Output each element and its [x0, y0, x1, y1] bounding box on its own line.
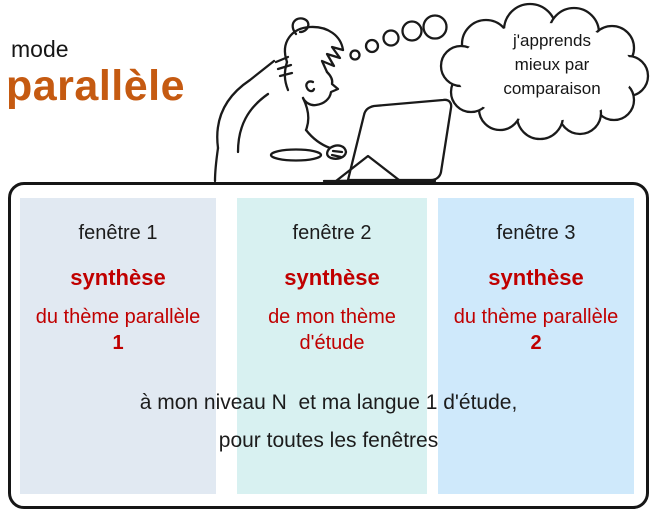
footer-line: pour toutes les fenêtres [218, 429, 439, 452]
thought-dots-icon [351, 16, 447, 60]
mode-title: parallèle [6, 62, 185, 110]
mode-label: mode [11, 36, 69, 62]
window-detail-line: d'étude [299, 332, 365, 354]
window-heading: synthèse [70, 265, 166, 290]
window-heading: synthèse [488, 265, 584, 290]
person-icon [215, 18, 346, 181]
window-detail-number: 1 [112, 332, 124, 354]
thought-line: j'apprends [513, 31, 591, 50]
windows-panel [8, 182, 649, 509]
window-title: fenêtre 2 [292, 222, 372, 244]
window-title: fenêtre 1 [78, 222, 158, 244]
window-detail-line: du thème parallèle [35, 306, 201, 328]
thought-line: mieux par [514, 55, 590, 74]
window-detail-number: 2 [530, 332, 542, 354]
window-detail [20, 304, 216, 356]
window-detail-line: de mon thème [268, 306, 396, 328]
thought-bubble-text [462, 29, 642, 101]
window-title: fenêtre 3 [496, 222, 576, 244]
thought-line: comparaison [503, 79, 601, 98]
window-heading: synthèse [284, 265, 380, 290]
window-detail [438, 304, 634, 356]
window-detail-line: du thème parallèle [453, 306, 619, 328]
laptop-icon [324, 100, 451, 181]
footer-line: à mon niveau N et ma langue 1 d'étude, [139, 391, 518, 414]
window-detail [237, 304, 427, 356]
panel-footer [11, 391, 646, 453]
